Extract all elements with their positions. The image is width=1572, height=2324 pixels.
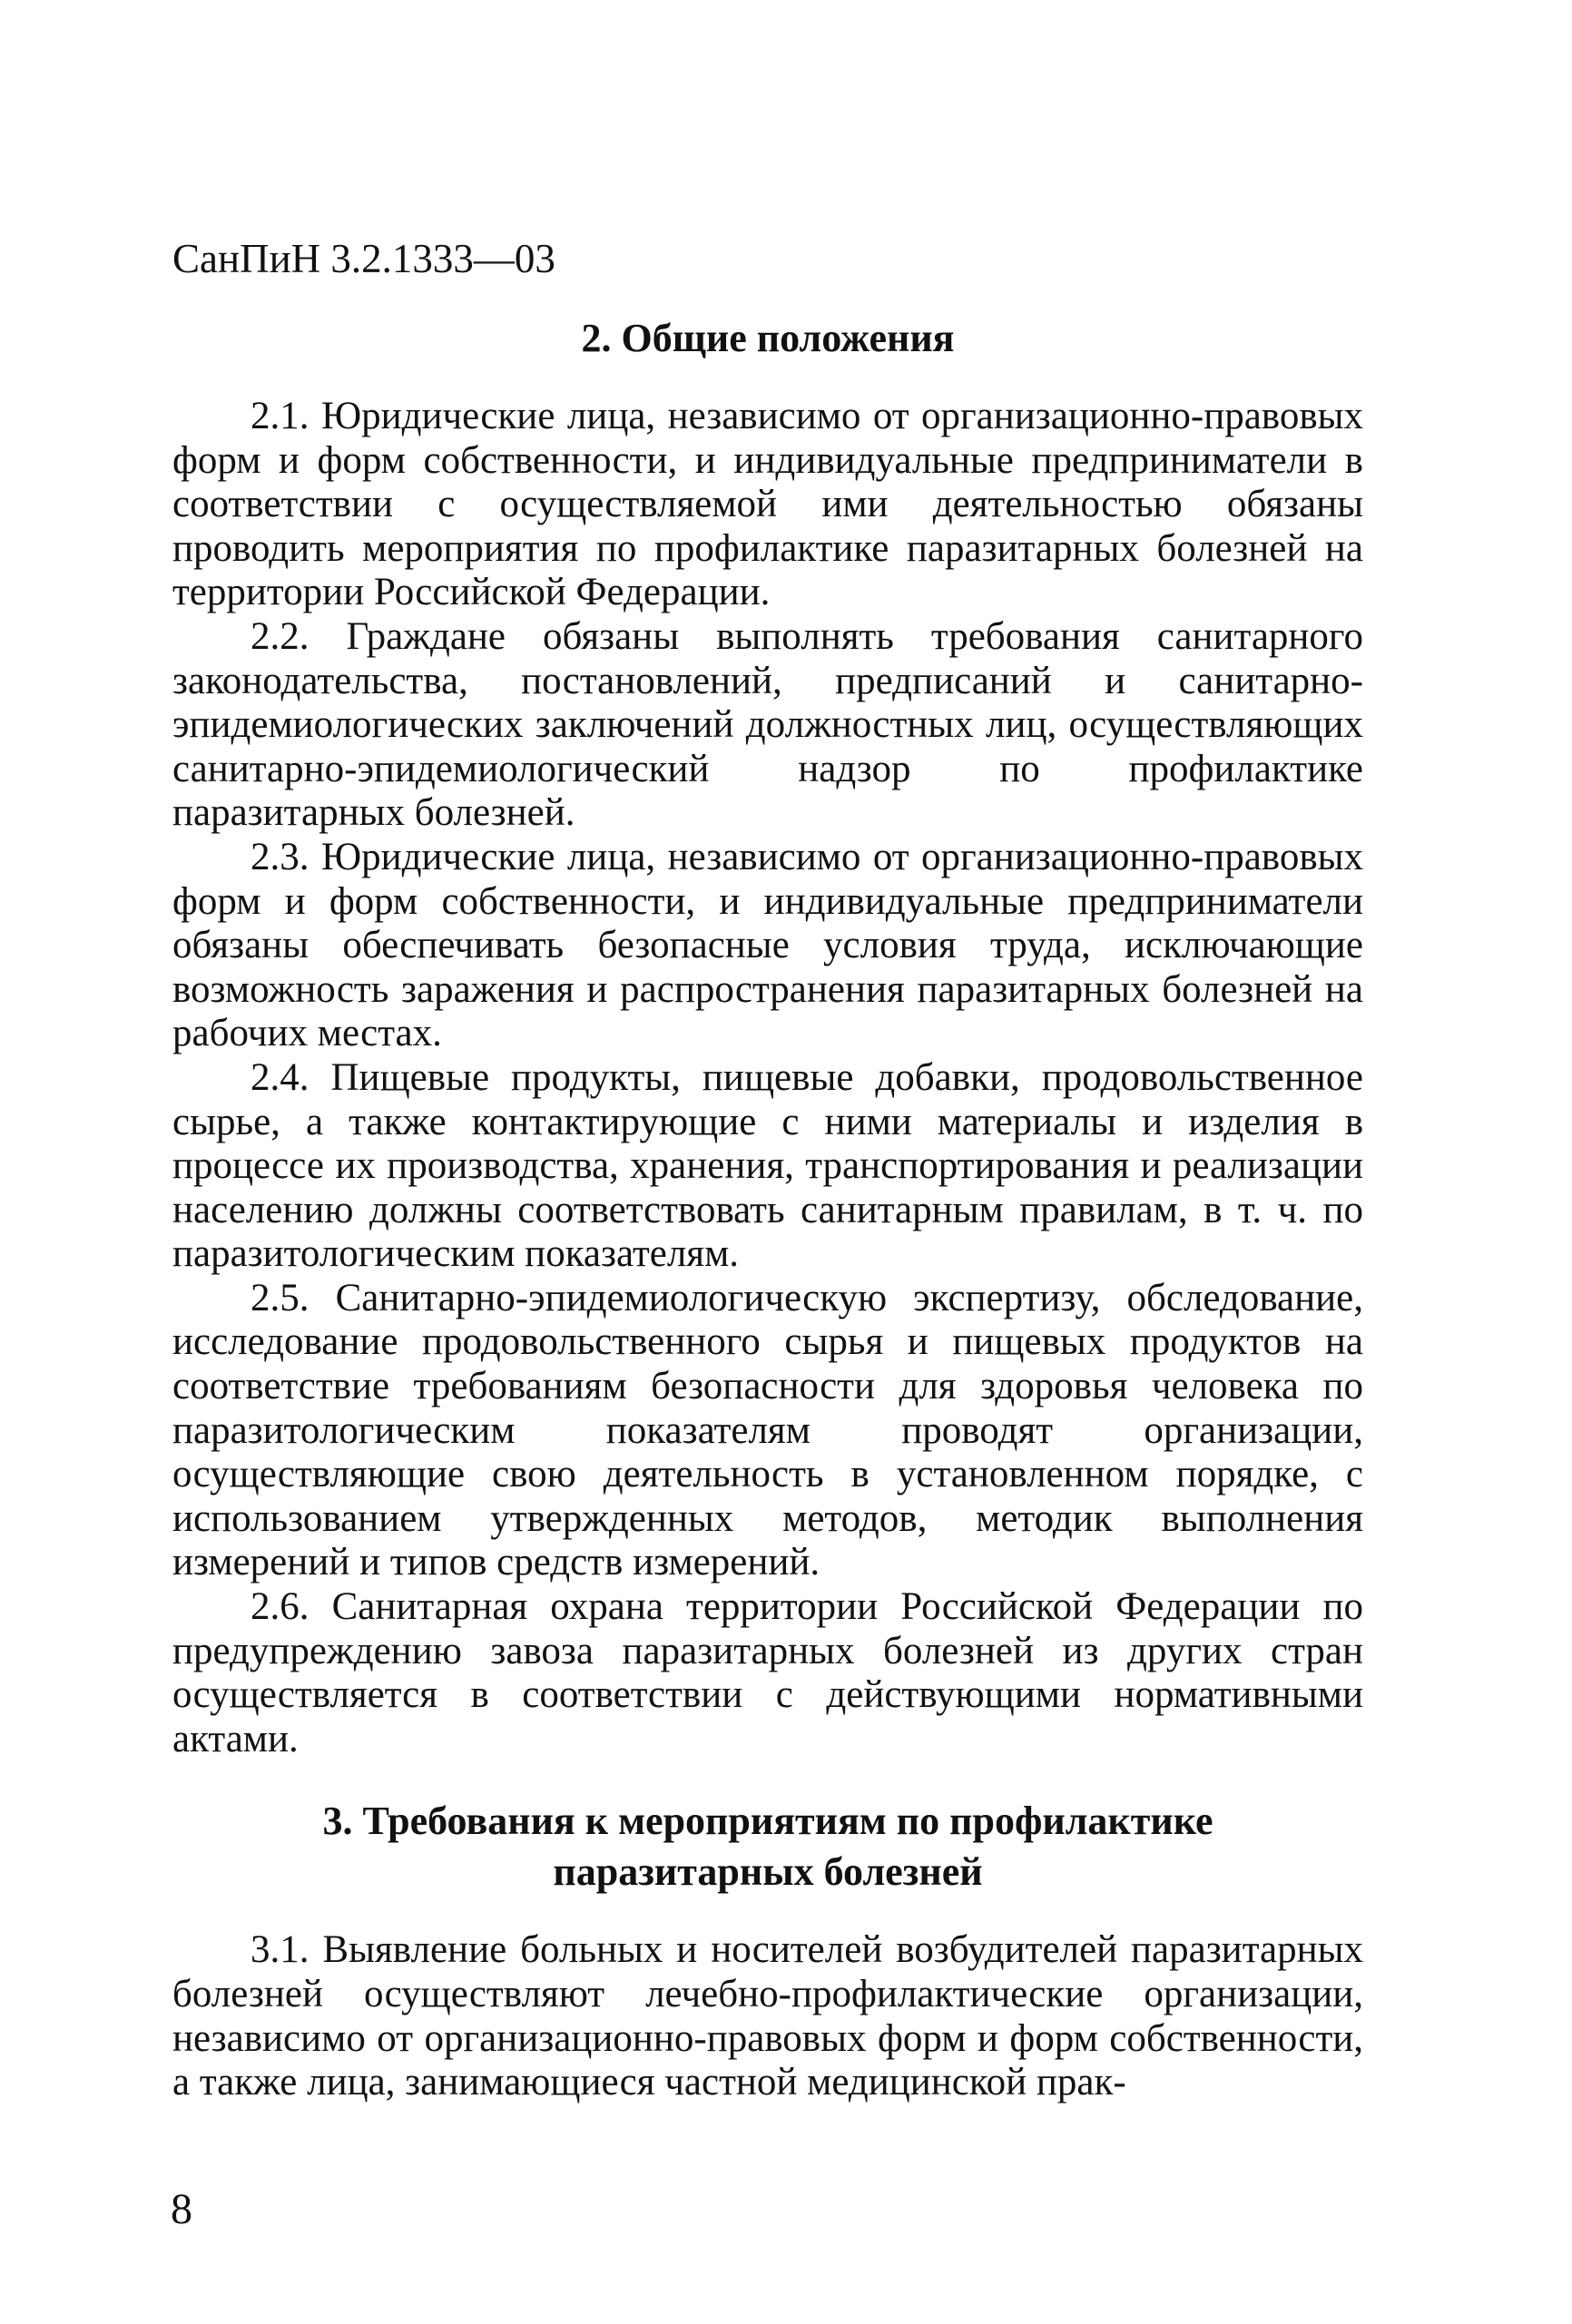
paragraph-text: Выявление больных и носителей возбудителей паразитарных болезней осуществляют лечебно-профилактические организации, независимо от организационно-правовых форм и форм собственности, а также лица, занимающиеся частной медицинской прак- bbox=[172, 1928, 1363, 2104]
document-code-header: СанПиН 3.2.1333—03 bbox=[172, 236, 555, 281]
paragraph-text: Санитарно-эпидемиологическую экспертизу, обследование, исследование продовольственного сырья и пищевых продуктов на соответствие требованиям безопасности для здоровья человека по паразитологическим показателям проводят организации, осуществляющие свою деятельность в установленном порядке, с использованием утвержденных методов, методик выполнения измерений и типов средств измерений. bbox=[172, 1276, 1363, 1584]
paragraph-number: 2.6. bbox=[251, 1585, 309, 1629]
section-3-title bbox=[172, 1796, 1363, 1897]
paragraph-text: Юридические лица, независимо от организационно-правовых форм и форм собственности, и индивидуальные предприниматели обязаны обеспечивать безопасные условия труда, исключающие возможность заражения и распространения паразитарных болезней на рабочих местах. bbox=[172, 835, 1364, 1055]
paragraph-text: Юридические лица, независимо от организационно-правовых форм и форм собственности, и индивидуальные предприниматели в соответствии с осуществляемой ими деятельностью обязаны проводить мероприятия по профилактике паразитарных болезней на территории Российской Федерации. bbox=[172, 395, 1364, 614]
paragraph-2-1 bbox=[172, 395, 1363, 615]
page-number: 8 bbox=[171, 2185, 192, 2233]
section-2-title: 2. Общие положения bbox=[581, 316, 955, 360]
paragraph-number: 2.4. bbox=[251, 1055, 309, 1099]
paragraph-number: 2.3. bbox=[251, 835, 309, 878]
paragraph-number: 2.1. bbox=[251, 395, 309, 437]
paragraph-2-4 bbox=[172, 1056, 1363, 1277]
paragraph-number: 2.5. bbox=[251, 1276, 309, 1319]
section-3-title-line-1: 3. Требования к мероприятиям по профилактике bbox=[322, 1799, 1213, 1844]
paragraph-text: Граждане обязаны выполнять требования санитарного законодательства, постановлений, предписаний и санитарно-эпидемиологических заключений должностных лиц, осуществляющих санитарно-эпидемиологический надзор по профилактике паразитарных болезней. bbox=[172, 614, 1363, 835]
paragraph-text: Санитарная охрана территории Российской Федерации по предупреждению завоза паразитарных болезней из других стран осуществляется в соответствии с действующими нормативными актами. bbox=[172, 1585, 1363, 1760]
paragraph-2-2 bbox=[172, 615, 1363, 836]
paragraph-3-1 bbox=[172, 1928, 1363, 2104]
paragraph-text: Пищевые продукты, пищевые добавки, продовольственное сырье, а также контактирующие с ними материалы и изделия в процессе их производства, хранения, транспортирования и реализации населению должны соответствовать санитарным правилам, в т. ч. по паразитологическим показателям. bbox=[172, 1055, 1364, 1276]
paragraph-2-5 bbox=[172, 1277, 1363, 1585]
paragraph-number: 3.1. bbox=[251, 1928, 309, 1972]
paragraph-number: 2.2. bbox=[251, 614, 309, 658]
section-3-title-line-2: паразитарных болезней bbox=[553, 1849, 983, 1895]
paragraph-2-3 bbox=[172, 836, 1363, 1056]
paragraph-2-6 bbox=[172, 1585, 1363, 1761]
page-content bbox=[172, 313, 1363, 2105]
